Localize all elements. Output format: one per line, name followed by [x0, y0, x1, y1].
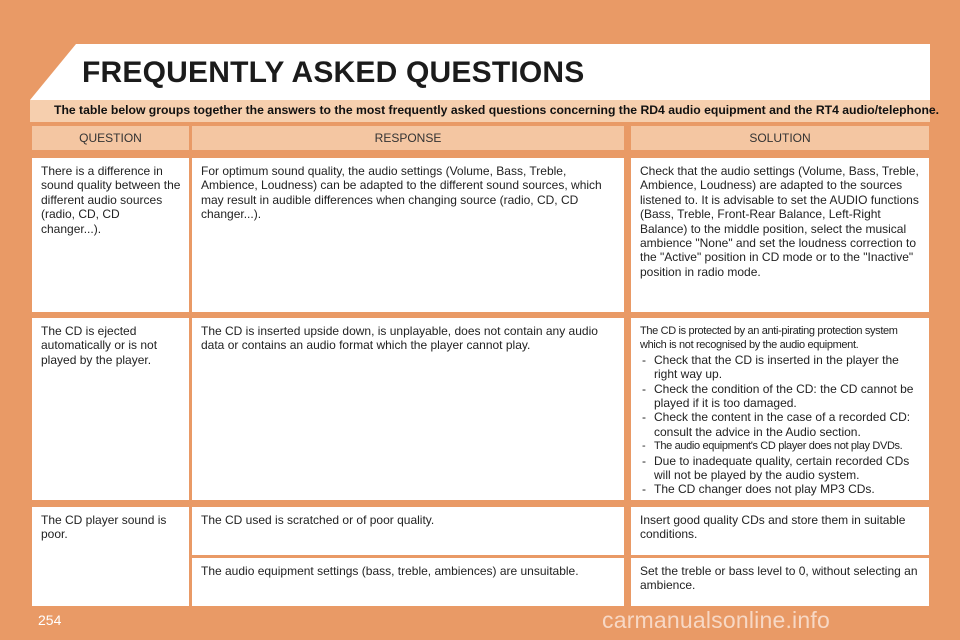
- row1-question-text: There is a difference in sound quality between the different audio sources (radio, CD, CD changer...).: [41, 164, 181, 236]
- row3-solution-text: Insert good quality CDs and store them in suitable conditions.: [640, 513, 906, 542]
- row4-solution-text: Set the treble or bass level to 0, without selecting an ambience.: [640, 564, 918, 593]
- row2-solution: [631, 318, 929, 500]
- solution-list-item: - Check the condition of the CD: the CD cannot be played if it is too damaged.: [640, 382, 921, 411]
- row4-response-text: The audio equipment settings (bass, treble, ambiences) are unsuitable.: [201, 564, 579, 578]
- row4-response: [192, 558, 624, 606]
- row2-response-text: The CD is inserted upside down, is unplayable, does not contain any audio data or contains an audio format which the player cannot play.: [201, 324, 598, 353]
- header-response: RESPONSE: [192, 126, 624, 150]
- row1-solution: [631, 158, 929, 312]
- page-subtitle: The table below groups together the answers to the most frequently asked questions concerning the RD4 audio equipment and the RT4 audio/telephone.: [54, 103, 940, 117]
- row2-question-text: The CD is ejected automatically or is not played by the player.: [41, 324, 158, 367]
- row1-response: [192, 158, 624, 312]
- row3-question-text: The CD player sound is poor.: [41, 513, 167, 542]
- row2-solution-intro: The CD is protected by an anti-pirating protection system which is not recognised by the audio equipment.: [640, 325, 898, 352]
- watermark: carmanualsonline.info: [602, 607, 830, 633]
- row1-response-text: For optimum sound quality, the audio settings (Volume, Bass, Treble, Ambience, Loudness) can be adapted to the different sound sources, which may result in audible differences when changing source (radio, CD, CD changer...).: [201, 164, 602, 222]
- row4-solution: [631, 558, 929, 606]
- row1-question: [32, 158, 189, 312]
- row3-solution: [631, 507, 929, 555]
- row2-solution-list: [640, 353, 921, 497]
- solution-list-item: - Check the content in the case of a recorded CD: consult the advice in the Audio section.: [640, 410, 921, 439]
- row1-solution-text: Check that the audio settings (Volume, Bass, Treble, Ambience, Loudness) are adapted to the sources listened to. It is advisable to set the AUDIO functions (Bass, Treble, Front-Rear Balance, Left-Right Balance) to the middle position, select the musical ambience "None" and set the loudness correction to the "Active" position in CD mode or to the "Inactive" position in radio mode.: [640, 164, 919, 279]
- page-number: 254: [38, 612, 62, 628]
- title-corner-cut: [30, 44, 76, 100]
- header-question: QUESTION: [32, 126, 189, 150]
- solution-list-item: - Check that the CD is inserted in the player the right way up.: [640, 353, 921, 382]
- page-title: FREQUENTLY ASKED QUESTIONS: [82, 56, 585, 89]
- row3-response: [192, 507, 624, 555]
- row2-response: [192, 318, 624, 500]
- row2-question: [32, 318, 189, 500]
- solution-list-item: - Due to inadequate quality, certain recorded CDs will not be played by the audio system.: [640, 454, 921, 483]
- row3-question: [32, 507, 189, 606]
- solution-list-item: - The audio equipment's CD player does not play DVDs.: [640, 439, 921, 453]
- header-solution: SOLUTION: [631, 126, 929, 150]
- solution-list-item: - The CD changer does not play MP3 CDs.: [640, 482, 921, 496]
- row3-response-text: The CD used is scratched or of poor quality.: [201, 513, 435, 527]
